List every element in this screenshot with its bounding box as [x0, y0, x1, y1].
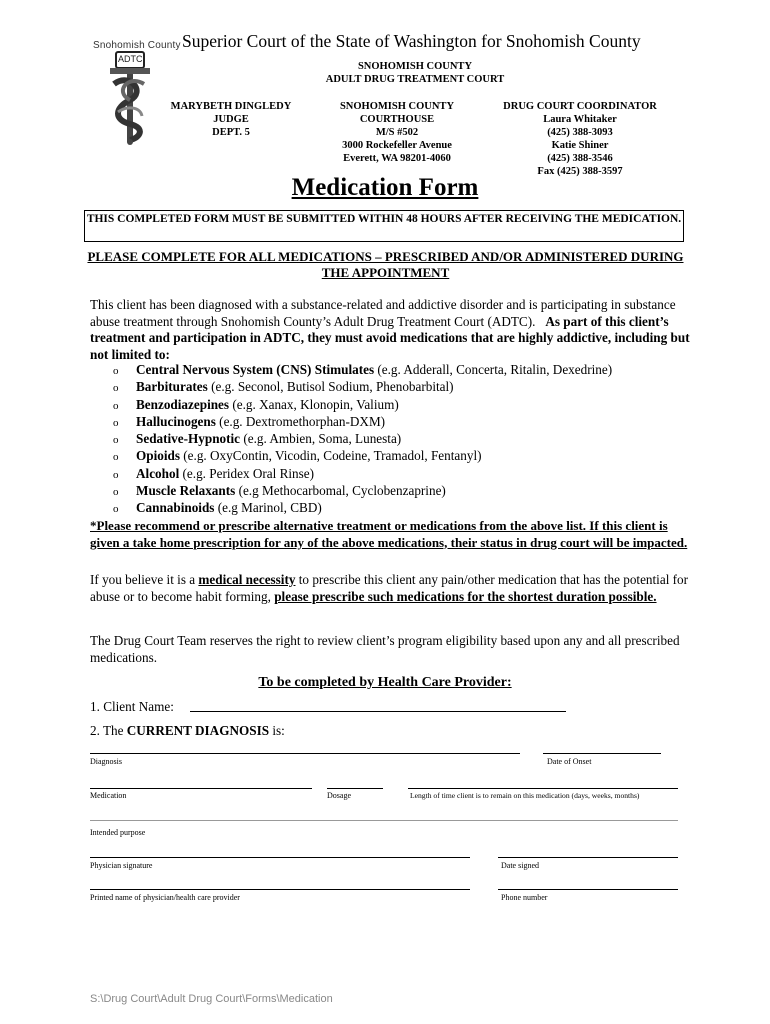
bullet-icon: o [113, 503, 119, 516]
logo-county-text: Snohomish County [93, 40, 181, 51]
printed-name-field[interactable] [90, 889, 470, 890]
printed-name-label: Printed name of physician/health care provider [90, 893, 240, 902]
intended-purpose-label: Intended purpose [90, 828, 146, 837]
bullet-icon: o [113, 468, 119, 481]
date-signed-field[interactable] [498, 857, 678, 858]
length-label: Length of time client is to remain on this medication (days, weeks, months) [410, 791, 640, 800]
dosage-label: Dosage [327, 791, 351, 800]
medication-list [113, 362, 612, 518]
logo-badge-text: ADTC [118, 54, 143, 64]
intended-purpose-field[interactable] [90, 820, 678, 821]
provider-heading: To be completed by Health Care Provider: [258, 675, 512, 690]
bullet-icon: o [113, 434, 119, 447]
length-field[interactable] [408, 788, 678, 789]
medication-list-item: o Cannabinoids (e.g Marinol, CBD) [113, 500, 612, 517]
form-title: Medication Form [291, 174, 479, 201]
court-title: Superior Court of the State of Washington for Snohomish County [182, 31, 641, 51]
dosage-field[interactable] [327, 788, 383, 789]
county-heading: SNOHOMISH COUNTY ADULT DRUG TREATMENT COURT [325, 61, 505, 85]
bullet-icon: o [113, 451, 119, 464]
intro-paragraph: This client has been diagnosed with a substance-related and addictive disorder and is participating in substance abuse treatment through Snohomish County’s Adult Drug Treatment Court (ADTC). As part of this client’s treatment and participation in ADTC, they must avoid medications that are highly addictive, including but not limited to: [90, 297, 690, 362]
medical-necessity-paragraph: If you believe it is a medical necessity to prescribe this client any pain/other medication that has the potential for abuse or to become habit forming, please prescribe such medications for the shortest duration possible. [90, 572, 689, 604]
date-signed-label: Date signed [501, 861, 539, 870]
complete-all-notice: PLEASE COMPLETE FOR ALL MEDICATIONS – PRESCRIBED AND/OR ADMINISTERED DURING THE APPOINTMENT [87, 249, 684, 280]
physician-signature-label: Physician signature [90, 861, 153, 870]
file-path-footer: S:\Drug Court\Adult Drug Court\Forms\Medication [90, 993, 333, 1005]
phone-number-label: Phone number [501, 893, 548, 902]
medication-list-item: o Opioids (e.g. OxyContin, Vicodin, Codeine, Tramadol, Fentanyl) [113, 448, 612, 465]
submission-notice: THIS COMPLETED FORM MUST BE SUBMITTED WITHIN 48 HOURS AFTER RECEIVING THE MEDICATION. [84, 210, 684, 242]
diagnosis-label: Diagnosis [90, 757, 122, 766]
medication-list-item: o Sedative-Hypnotic (e.g. Ambien, Soma, Lunesta) [113, 431, 612, 448]
bullet-icon: o [113, 399, 119, 412]
phone-number-field[interactable] [498, 889, 678, 890]
recommend-alternative-notice: *Please recommend or prescribe alternative treatment or medications from the above list. If this client is given a take home prescription for any of the above medications, their status in drug court will be impacted. [90, 518, 688, 550]
diagnosis-field[interactable] [90, 753, 520, 754]
bullet-icon: o [113, 416, 119, 429]
physician-signature-field[interactable] [90, 857, 470, 858]
medication-list-item: o Benzodiazepines (e.g. Xanax, Klonopin, Valium) [113, 397, 612, 414]
client-name-label: 1. Client Name: [90, 699, 174, 714]
bullet-icon: o [113, 486, 119, 499]
bullet-icon: o [113, 382, 119, 395]
date-onset-label: Date of Onset [547, 757, 592, 766]
medication-list-item: o Muscle Relaxants (e.g Methocarbomal, Cyclobenzaprine) [113, 483, 612, 500]
medication-field[interactable] [90, 788, 312, 789]
medication-list-item: o Hallucinogens (e.g. Dextromethorphan-DXM) [113, 414, 612, 431]
date-onset-field[interactable] [543, 753, 661, 754]
courthouse-address: SNOHOMISH COUNTY COURTHOUSE M/S #502 3000 Rockefeller Avenue Everett, WA 98201-4060 [339, 101, 455, 164]
medication-label: Medication [90, 791, 127, 800]
judge-block: MARYBETH DINGLEDY JUDGE DEPT. 5 [170, 101, 292, 138]
diagnosis-question: 2. The CURRENT DIAGNOSIS is: [90, 723, 285, 738]
bullet-icon: o [113, 365, 119, 377]
client-name-field[interactable] [190, 711, 566, 712]
team-review-paragraph: The Drug Court Team reserves the right to review client’s program eligibility based upon any and all prescribed medications. [90, 633, 680, 665]
medication-list-item: o Alcohol (e.g. Peridex Oral Rinse) [113, 466, 612, 483]
coordinator-block: DRUG COURT COORDINATOR Laura Whitaker (425) 388-3093 Katie Shiner (425) 388-3546 Fax (425) 388-3597 [503, 101, 657, 177]
medication-list-item: o Central Nervous System (CNS) Stimulates (e.g. Adderall, Concerta, Ritalin, Dexedrine) [113, 362, 612, 379]
medication-list-item: o Barbiturates (e.g. Seconol, Butisol Sodium, Phenobarbital) [113, 379, 612, 396]
